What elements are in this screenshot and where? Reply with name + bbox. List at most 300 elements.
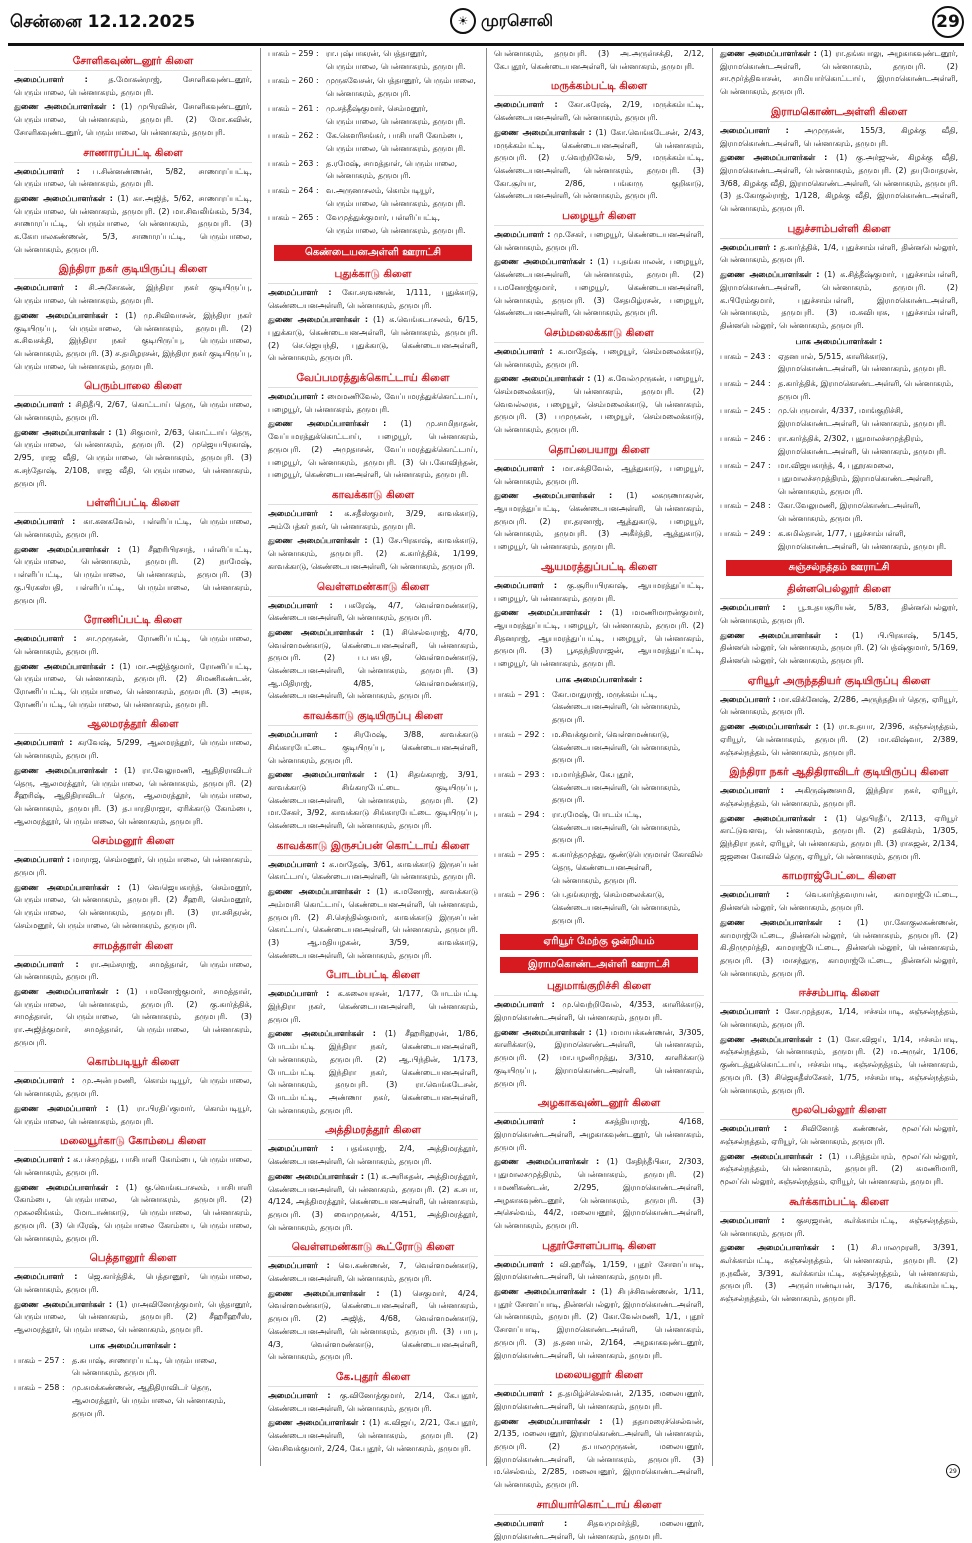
role-label: அமைப்பாளர் : — [720, 242, 777, 252]
booth-row — [720, 500, 958, 525]
branch-heading: வெள்ளமண்காடு கூட்ரோடு கிளை — [268, 1241, 478, 1257]
member-entry: அமைப்பாளர் : க.மாதேஷ், பழையூர், செம்மலைக்காடு, பென்னாகரம், தருமபுரி. — [494, 346, 704, 369]
role-label: துணை அமைப்பாளர்கள் : — [14, 310, 119, 320]
member-entry: துணை அமைப்பாளர்கள் : (1) ப.தங்கபாலன், பழையூர், கெண்டையனஅள்ளி, பென்னாகரம், தருமபுரி. (2) ப.மனோஜ்குமார், பழையூர், கெண்டையனஅள்ளி, பென்னாகரம், தருமபுரி. (3) சேதமிழ்ரசன், பழையூர், கெண்டையனஅள்ளி, பென்னாகரம், தருமபுரி. — [494, 257, 704, 318]
member-entry: அமைப்பாளர் : வெ.கண்ணன், 7, வெள்ளமண்காடு, கெண்டையனஅள்ளி, பென்னாகரம், தருமபுரி. — [268, 1261, 478, 1284]
column-1 — [8, 48, 258, 1466]
member-entry: துணை அமைப்பாளர்கள் : (1) சிதங்கராஜ், 3/91, காவக்காடு சிங்காரபேட்டை குடியிருப்பு, கெண்டையனஅள்ளி, பென்னாகரம், தருமபுரி. (2) மா.சேகர், 3/92, காவக்காடு சிங்காரபேட்டை குடியிருப்பு, கெண்டையனஅள்ளி, பென்னாகரம், தருமபுரி. — [268, 770, 478, 831]
member-entry: துணை அமைப்பாளர்கள் : (1) க.விஜய், 2/21, கே.புதூர், கெண்டையனஅள்ளி, பென்னாகரம், தருமபுரி. (2) வெசிவக்குமார், 2/24, கே.புதூர், பென்னாகரம், தருமபுரி. — [268, 1418, 478, 1453]
member-entry: துணை அமைப்பாளர்கள் : (1) ரா.கோகுலகண்ணன், காமராஜ்பேட்டை, தின்னபெல்லூர், பென்னாகரம், தருமபுரி. (2) கி.திருமூர்த்தி, காமராஜ்பேட்டை, தின்னபெல்லூர், பென்னாகரம், தருமபுரி. (3) மாசந்துரு, காமராஜ்பேட்டை, தின்னபெல்லூர், பென்னாகரம், தருமபுரி. — [720, 917, 958, 978]
role-label: அமைப்பாளர் : — [720, 1007, 779, 1017]
paper-name: முரசொலி — [481, 10, 553, 30]
role-label: துணை அமைப்பாளர்கள் : — [494, 1416, 603, 1426]
booth-number: பாகம் – 259 — [268, 49, 314, 58]
branch-heading: மருக்கம்பட்டி கிளை — [494, 80, 704, 96]
member-entry: துணை அமைப்பாளர்கள் : (1) செகுமார், 4/24, வெள்ளமண்காடு, கெண்டையனஅள்ளி, பென்னாகரம், தருமபுரி. (2) அஜித், 4/68, வெள்ளமண்காடு, கெண்டையனஅள்ளி, பென்னாகரம், தருமபுரி. (3) பாபு, 4/3, வெள்ளமண்காடு, கெண்டையனஅள்ளி, பென்னாகரம், தருமபுரி. — [268, 1288, 478, 1362]
member-entry: அமைப்பாளர் : த.தமிழ்ச்செல்வன், 2/135, மலையனூர், இராமகொண்டஅள்ளி, பென்னாகரம், தருமபுரி. — [494, 1389, 704, 1411]
booth-number: பாகம் – 291 — [494, 689, 540, 699]
member-entry: அமைப்பாளர் : கா.கனகவேல், பள்ளிப்பட்டி, பெரும்பாலை, பென்னாகரம், தருமபுரி. — [14, 517, 252, 539]
booth-number: பாகம் – 294 — [494, 810, 540, 820]
booth-number: பாகம் – 292 — [494, 729, 540, 739]
role-label: துணை அமைப்பாளர்கள் : — [494, 608, 603, 618]
member-entry: துணை அமைப்பாளர்கள் : (1) க.சித்தீஷ்குமார், புதுச்சாம்பள்ளி, இராமகொண்டஅள்ளி, பென்னாகரம், தருமபுரி. (2) க.பிரேம்குமார், புதுச்சாம்பள்ளி, இராமகொண்டஅள்ளி, பென்னாகரம், தருமபுரி. (3) ம.சுவிபரசு, புதுச்சாம்பள்ளி, தின்னபெல்லூர், பென்னாகரம், தருமபுரி. — [720, 270, 958, 330]
member-entry: துணை அமைப்பாளர்கள் : (1) க.வேல்முருகன், பழையூர், செம்மலைக்காடு, பென்னாகரம், தருமபுரி. (2) வெவல்லரசு, பழையூர், செம்மலைக்காடு, பென்னாகரம், தருமபுரி. (3) பமுருகன், பழையூர், செம்மலைக்காடு, பென்னாகரம், தருமபுரி. — [494, 374, 704, 435]
role-label: அமைப்பாளர் : — [14, 400, 72, 410]
separator: : — [768, 379, 771, 389]
separator: : — [316, 76, 319, 86]
branch-heading: வெள்ளமண்காடு கிளை — [268, 581, 478, 597]
booth-organiser: மா.விஜயகாந்த், 4, புதூரகமலை, புதுமாலச்சமுத்திரம், இராமகொண்டஅள்ளி, பென்னாகரம், தருமபுரி. — [778, 461, 934, 496]
member-entry: துணை அமைப்பாளர்கள் : (1) க.அரிசுதன், அத்திமரத்தூர், கெண்டையனஅள்ளி, பென்னாகரம், தருமபுரி. (2) க.சபா, 4/124, அத்திமரத்தூர், கெண்டையனஅள்ளி, பென்னாகரம், தருமபுரி. (3) வைமுருகன், 4/151, அத்திமரத்தூர், பென்னாகரம், தருமபுரி. — [268, 1171, 478, 1232]
booth-row — [494, 809, 704, 847]
separator: : — [768, 433, 771, 443]
role-label: அமைப்பாளர் : — [268, 1261, 330, 1271]
member-entry: துணை அமைப்பாளர் : (1) ரா.பிரதிப்குமார், கொம்படியூர், பெரும்பாலை, பென்னாகரம், தருமபுரி. — [14, 1103, 252, 1126]
role-label: அமைப்பாளர் : — [720, 603, 786, 613]
role-label: துணை அமைப்பாளர்கள் : — [14, 102, 116, 112]
member-entry: அமைப்பாளர் : பூ.உதயசூரியன், 5/83, தின்னபெல்லூர், பென்னாகரம், தருமபுரி. — [720, 603, 958, 625]
column-2 — [262, 48, 484, 1466]
branch-heading: புதுமாங்குறிச்சி கிளை — [494, 980, 704, 996]
role-label: அமைப்பாளர் : — [14, 75, 88, 84]
role-label: அமைப்பாளர் : — [720, 1215, 785, 1225]
member-entry: துணை அமைப்பாளர்கள் : (1) மா.அஜித்குமார், ரோணிப்பட்டி, பெரும்பாலை, பென்னாகரம், தருமபுரி. (2) சிமணிகண்டன், ரோணிப்பட்டி, பெரும்பாலை, பென்னாகரம், தருமபுரி. (3) அரசு, ரோணிப்பட்டி, பெரும்பாலை, பென்னாகரம், தருமபுரி. — [14, 661, 252, 709]
role-label: அமைப்பாளர் : — [268, 287, 332, 297]
branch-heading: சாமியார்கொட்டாய் கிளை — [494, 1499, 704, 1515]
booth-row — [720, 460, 958, 498]
role-label: துணை அமைப்பாளர்கள் : — [720, 153, 828, 163]
member-entry: துணை அமைப்பாளர்கள் : (1) கு.வெங்கடாசலம், பாசிபாளி கோம்பை, பெரும்பாலை, பென்னாகரம், தருமபுரி. (2) முகலலிங்கம், மோடாண்காடு, பெரும்பாலை, பென்னாகரம், தருமபுரி. (3) பெரேஷ், பெரும்பாலை கோம்பை, பெரும்பாலை, பென்னாகரம், தருமபுரி. — [14, 1182, 252, 1243]
booth-organiser: கே.கௌரிசங்கர், பாசிபாளி கோம்பை, பெரும்பாலை, பென்னாகரம், தருமபுரி. — [326, 131, 466, 153]
booth-organiser: முருகவேசன், பெத்தானூர், பெரும்பாலை, பென்னாகரம், தருமபுரி. — [326, 76, 476, 99]
role-label: அமைப்பாளர் : — [720, 786, 784, 796]
member-entry: துணை அமைப்பாளர்கள் : (1) க.மனோஜ், காவக்காடு அம்மாசி கொட்டாய், கெண்டையனஅள்ளி, பென்னாகரம், தருமபுரி. (2) சி.செந்தில்குமார், காவக்காடு இருசப்பன் கொட்டாய், கெண்டையனஅள்ளி, பென்னாகரம், தருமபுரி. (3) ஆ.மதியழகன், 3/59, காவக்காடு, கெண்டையனஅள்ளி, பென்னாகரம், தருமபுரி. — [268, 887, 478, 960]
branch-heading: மலையூர்காடு கோம்பை கிளை — [14, 1135, 252, 1151]
separator: : — [542, 810, 545, 820]
member-entry: துணை அமைப்பாளர்கள் : (1) சிகுமார், 2/63, கொட்டாய் தெரு, பெரும்பாலை, பென்னாகரம், தருமபுரி. (2) முஜெயபிரகாஷ், 2/95, ராஜ வீதி, பெரும்பாலை, பென்னாகரம், தருமபுரி. (3) க.சந்தோஷ், 2/108, ராஜ வீதி, பெரும்பாலை, பென்னாகரம், தருமபுரி. — [14, 427, 252, 488]
branch-heading: காவக்காடு இருசப்பன் கொட்டாய் கிளை — [268, 840, 478, 856]
member-entry: பென்னாகரம், தருமபுரி. (3) அ.அருள்சக்தி, 2/12, கே.புதூர், கெண்டையனஅள்ளி, பென்னாகரம், தருமபுரி. — [494, 49, 704, 71]
member-entry: அமைப்பாளர் : கோ.சரவணன், 1/111, புதுக்காடு, கெண்டையனஅள்ளி, பென்னாகரம், தருமபுரி. — [268, 287, 478, 310]
role-label: அமைப்பாளர் : — [14, 634, 77, 644]
member-entry: அமைப்பாளர் : வி.ஹரீஷ், 1/159, புதூர் சோளப்பாடி, இராமகொண்டஅள்ளி, பென்னாகரம், தருமபுரி. — [494, 1259, 704, 1282]
member-entry: துணை அமைப்பாளர்கள் : (1) ரா.உதயா, 2/396, சுஞ்சல்நத்தம், ஏரியூர், பென்னாகரம், தருமபுரி. (2) மா.விஷ்வா, 2/389, சுஞ்சல்நத்தம், பென்னாகரம், தருமபுரி. — [720, 722, 958, 757]
booth-row — [14, 1382, 252, 1420]
booth-number: பாகம் – 260 — [268, 76, 314, 86]
booth-row — [494, 769, 704, 807]
role-label: துணை அமைப்பாளர்கள் : — [720, 630, 838, 640]
booth-organiser: த.கார்த்திக், இராமகொண்டஅள்ளி, பென்னாகரம், தருமபுரி. — [778, 379, 954, 401]
role-label: அமைப்பாளர் : — [720, 1124, 788, 1134]
separator: : — [62, 1383, 65, 1393]
member-entry: அமைப்பாளர் : மா.சக்திவேல், ஆத்துகாடு, பழையூர், பென்னாகரம், தருமபுரி. — [494, 463, 704, 486]
member-entry: துணை அமைப்பாளர்கள் : (1) சீஹரிஹரன், 1/86, போடம்பட்டி இந்திரா நகர், கெண்டையனஅள்ளி, பென்னாகரம், தருமபுரி. (2) ஆ.பிந்தின், 1/173, போடம்பட்டி இந்திரா நகர், கெண்டையனஅள்ளி, பென்னாகரம், தருமபுரி. (3) ரா.வெங்கடேசன், போடம்பட்டி, அண்ணா நகர், கெண்டையனஅள்ளி, பென்னாகரம், தருமபுரி. — [268, 1029, 478, 1115]
member-entry: துணை அமைப்பாளர்கள் : (1) பி.பிரகாஷ், 5/145, தின்னபெல்லூர், பென்னாகரம், தருமபுரி. (2) பெத்ஷ்குமார், 5/169, தின்னபெல்லூர், பென்னாகரம், தருமபுரி. — [720, 630, 958, 666]
header-rule — [8, 43, 964, 46]
branch-heading: தொப்பையாறு கிளை — [494, 444, 704, 460]
role-label: துணை அமைப்பாளர்கள் : — [268, 536, 368, 546]
booth-organiser: மு.சுமக்கண்ணன், ஆதிதிராவிடர் தெரு, ஆலமரத்தூர், பெரும்பாலை, பென்னாகரம், தருமபுரி. — [72, 1383, 226, 1418]
member-entry: அமைப்பாளர் : மாராஜ, செம்மனூர், பெரும்பாலை, பென்னாகரம், தருமபுரி. — [14, 855, 252, 878]
booth-number: பாகம் – 258 — [14, 1383, 60, 1393]
member-entry: அமைப்பாளர் : மு.அன்புமணி, கொம்படியூர், பெரும்பாலை, பென்னாகரம், தருமபுரி. — [14, 1076, 252, 1099]
member-entry: அமைப்பாளர் : சிவினோத் கண்ணன், மூலப்பெல்லூர், சுஞ்சல்நத்தம், ஏரியூர், பென்னாகரம், தருமபுரி. — [720, 1124, 958, 1146]
branch-heading: பள்ளிப்பட்டி கிளை — [14, 497, 252, 513]
role-label: அமைப்பாளர் : — [268, 392, 325, 402]
role-label: துணை அமைப்பாளர்கள் : — [494, 491, 613, 501]
booth-organiser: ம.மார்த்தின், கே.புதூர், கெண்டையனஅள்ளி, பென்னாகரம், தருமபுரி. — [552, 769, 681, 805]
member-entry: அமைப்பாளர் : சி.அசோகன், இந்திரா நகர் குடியிருப்பு, பெரும்பாலை, பென்னாகரம், தருமபுரி. — [14, 283, 252, 306]
member-entry: அமைப்பாளர் : சிதிதீபி, 2/67, கொட்டாய் தெரு, பெரும்பாலை, பென்னாகரம், தருமபுரி. — [14, 400, 252, 423]
member-entry: துணை அமைப்பாளர்கள் : (1) மமாயக்கண்ணன், 3/305, காளிக்காடு, இராமகொண்டஅள்ளி, பென்னாகரம், தருமபுரி. (2) மா.பழனிமுத்து, 3/310, காளிக்காடு குடியிருப்பு, இராமகொண்டஅள்ளி, பென்னாகரம், தருமபுரி. — [494, 1027, 704, 1088]
role-label: துணை அமைப்பாளர்கள் : — [720, 270, 820, 280]
member-entry: துணை அமைப்பாளர்கள் : (1) சி.பாலமுரளி, 3/391, கூர்க்காம்பட்டி, சுஞ்சல்நத்தம், பென்னாகரம், தருமபுரி. (2) ந.நவீன், 3/391, கூர்க்காம்பட்டி, சுஞ்சல்நத்தம், பென்னாகரம், தருமபுரி. (3) அருள்பாண்டியன், 3/176, கூர்க்காம்பட்டி, சுஞ்சல்நத்தம், பென்னாகரம், தருமபுரி. — [720, 1243, 958, 1304]
section-banner: ஏரியூர் மேற்கு ஒன்றியம் — [500, 934, 698, 950]
separator: : — [316, 131, 319, 141]
member-entry: அமைப்பாளர் : க.பச்சமுத்து, பாசிபாளி கோம்பை, பெரும்பாலை, பென்னாகரம், தருமபுரி. — [14, 1155, 252, 1177]
member-entry: அமைப்பாளர் : சா.முருகன், ரோணிப்பட்டி, பெரும்பாலை, பென்னாகரம், தருமபுரி. — [14, 634, 252, 656]
role-label: துணை அமைப்பாளர்கள் : — [14, 1299, 113, 1309]
member-entry: துணை அமைப்பாளர்கள் : (1) மு.சாமிநாதன், வேப்பமரத்துக்கொட்டாய், பழையூர், பென்னாகரம், தருமபுரி. (2) அமுதாசன், வேப்பமரத்துக்கொட்டாய், பழையூர், பென்னாகரம், தருமபுரி. (3) பெ.கோவிந்தன், பழையூர், கெண்டையனஅள்ளி, பென்னாகரம், தருமபுரி. — [268, 419, 478, 480]
booth-organiser: ம.சிவக்குமார், வெள்ளமண்காடு, கெண்டையனஅள்ளி, பென்னாகரம், தருமபுரி. — [552, 729, 681, 765]
role-label: அமைப்பாளர் : — [14, 283, 78, 293]
booth-row — [268, 158, 478, 183]
role-label: துணை அமைப்பாளர்கள் : — [268, 419, 387, 429]
role-label: அமைப்பாளர் : — [14, 166, 80, 176]
branch-heading: புதுக்காடு கிளை — [268, 268, 478, 284]
member-entry: அமைப்பாளர் : மு.வெற்றிவேல், 4/353, காளிக்காடு, இராமகொண்டஅள்ளி, பென்னாகரம், தருமபுரி. — [494, 1000, 704, 1023]
member-entry: அமைப்பாளர் : அகிருஷ்ணசாமி, இந்திரா நகர், ஏரியூர், சுஞ்சல்நத்தம், பென்னாகரம், தருமபுரி. — [720, 786, 958, 808]
role-label: துணை அமைப்பாளர்கள் : — [494, 374, 591, 384]
booth-organiser: மு.பெருமாள், 4/337, மாங்குறிச்சி, இராமகொண்டஅள்ளி, பென்னாகரம், தருமபுரி. — [778, 406, 947, 429]
member-entry: துணை அமைப்பாளர்கள் : (1) லகருணாகரன், ஆயமரத்துப்பட்டி, கெண்டையனஅள்ளி, பென்னாகரம், தருமபுரி. (2) ரா.தரனாஜ், ஆத்துகாடு, பழையூர், பென்னாகரம், தருமபுரி. (3) அகீர்த்தி, ஆத்துகாடு, பழையூர், பென்னாகரம், தருமபுரி. — [494, 491, 704, 552]
separator: : — [316, 213, 319, 223]
booth-organiser: வ.அருனாசலம், கொம்படியூர், பெரும்பாலை, பென்னாகரம், தருமபுரி. — [326, 186, 466, 208]
branch-heading: செம்மலைக்காடு கிளை — [494, 327, 704, 343]
booth-number: பாகம் – 261 — [268, 103, 314, 113]
booth-row — [268, 48, 478, 73]
role-label: துணை அமைப்பாளர்கள் : — [14, 1182, 119, 1192]
branch-heading: அழகாகவுண்டனூர் கிளை — [494, 1097, 704, 1113]
role-label: துணை அமைப்பாளர் : — [14, 1103, 109, 1113]
member-entry: துணை அமைப்பாளர்கள் : (1) சேதிந்தீபிகா, 2/303, புதுமாலசமுத்திரம், பென்னாகரம், தருமபுரி. (2) பமணிகண்டன், 2/295, இராமகொண்டஅள்ளி, அழகாகவுண்டனூர், பென்னாகரம், தருமபுரி. (3) அசெல்வம், 44/2, மலையனூர், இராமகொண்டஅள்ளி, பென்னாகரம், தருமபுரி. — [494, 1157, 704, 1230]
branch-heading: காவக்காடு குடியிருப்பு கிளை — [268, 710, 478, 726]
booth-organiser: மு.சத்தீஷ்குமார், செம்மனூர், பெரும்பாலை, பென்னாகரம், தருமபுரி. — [326, 103, 466, 126]
booth-organiser: ரா.புஷ்பாகரன், பெத்தானூர், பெரும்பாலை, பென்னாகரம், தருமபுரி. — [326, 49, 466, 71]
role-label: துணை அமைப்பாளர்கள் : — [268, 770, 378, 780]
role-label: துணை அமைப்பாளர்கள் : — [268, 315, 368, 325]
member-entry: துணை அமைப்பாளர்கள் : (1) சிசெல்வராஜ், 4/70, வெள்ளமண்காடு, கெண்டையனஅள்ளி, பென்னாகரம், தருமபுரி. (2) ப.பசுபதி, வெள்ளமண்காடு, கெண்டையனஅள்ளி, பென்னாகரம், தருமபுரி. (3) ஆ.மிதிராஜ், 4/85, வெள்ளமண்காடு, கெண்டையனஅள்ளி, பென்னாகரம், தருமபுரி. — [268, 627, 478, 701]
column-divider — [712, 48, 713, 1466]
section-banner: இராமகொண்டஅள்ளி ஊராட்சி — [500, 957, 698, 973]
separator: : — [768, 351, 771, 361]
role-label: அமைப்பாளர் : — [494, 100, 558, 110]
member-entry: துணை அமைப்பாளர்கள் : (1) கு.அர்ஜுன், கிழக்கு வீதி, இராமகொண்டஅள்ளி, பென்னாகரம், தருமபுரி. (2) தயுமோதரன், 3/68, கிழக்கு வீதி, இராமகொண்டஅள்ளி, பென்னாகரம், தருமபுரி. (3) த.கோகுல்ராஜ், 1/128, கிழக்கு வீதி, இராமகொண்டஅள்ளி, பென்னாகரம், தருமபுரி. — [720, 153, 958, 214]
subsection-heading: பாக அமைப்பாளர்கள் : — [795, 336, 883, 346]
booth-row — [14, 1355, 252, 1380]
branch-heading: அத்திமரத்தூர் கிளை — [268, 1124, 478, 1140]
branch-heading: தின்னபெல்லூர் கிளை — [720, 583, 958, 599]
member-entry: துணை அமைப்பாளர்கள் : (1) ததாமரைச்செல்வன், 2/135, மலையனூர், இராமகொண்டஅள்ளி, பென்னாகரம், தருமபுரி. (2) த.பாலமுருகன், மலையனூர், இராமகொண்டஅள்ளி, பென்னாகரம், தருமபுரி. (3) ம.செல்வம், 2/285, மலையனூர், இராமகொண்டஅள்ளி, பென்னாகரம், தருமபுரி. — [494, 1416, 704, 1490]
branch-heading: மலையனூர் கிளை — [494, 1369, 704, 1385]
role-label: அமைப்பாளர் : — [14, 1272, 78, 1282]
booth-number: பாகம் – 245 — [720, 406, 766, 416]
role-label: அமைப்பாளர் : — [268, 600, 333, 610]
role-label: துணை அமைப்பாளர்கள் : — [268, 1171, 365, 1181]
member-entry: அமைப்பாளர் : க.மாதேஷ், 3/61, காவக்காடு இருசப்பன் கொட்டாய், கெண்டையனஅள்ளி, பென்னாகரம், தருமபுரி. — [268, 859, 478, 882]
member-entry: அமைப்பாளர் : கோ.சுரேஷ், 2/19, மருக்கம்பட்டி, கெண்டையனஅள்ளி, பென்னாகரம், தருமபுரி. — [494, 100, 704, 123]
role-label: அமைப்பாளர் : — [14, 738, 73, 748]
separator: : — [542, 850, 545, 860]
branch-heading: சோளிகவுண்டனூர் கிளை — [14, 55, 252, 71]
role-label: அமைப்பாளர் : — [720, 890, 790, 900]
branch-heading: புதூர்சோளப்பாடி கிளை — [494, 1240, 704, 1256]
booth-row — [268, 75, 478, 100]
booth-row — [268, 103, 478, 128]
member-entry: துணை அமைப்பாளர்கள் : (1) ராஅவினோத்குமார், பெத்தானூர், பெரும்பாலை, பென்னாகரம், தருமபுரி. (2) சீஹரீஹரீஸ், ஆலமரத்தூர், பெரும்பாலை, பென்னாகரம், தருமபுரி. — [14, 1299, 252, 1335]
member-entry: துணை அமைப்பாளர்கள் : (1) கா.அஜித், 5/62, சாணாரப்பட்டி, பெரும்பாலை, பென்னாகரம், தருமபுரி. (2) மா.சிவலிங்கம், 5/34, சாணாரப்பட்டி, பெரும்பாலை, பென்னாகரம், தருமபுரி. (3) க.கோபாலகண்ணன், 5/3, சாணாரப்பட்டி, பெரும்பாலை, பென்னாகரம், தருமபுரி. — [14, 193, 252, 254]
role-label: அமைப்பாளர் : — [14, 855, 71, 865]
branch-heading: இந்திரா நகர் குடியிருப்பு கிளை — [14, 263, 252, 279]
branch-heading: கூர்க்காம்பட்டி கிளை — [720, 1196, 958, 1212]
member-entry: அமைப்பாளர் : பகரேஷ், 4/7, வெள்ளமண்காடு, கெண்டையனஅள்ளி, பென்னாகரம், தருமபுரி. — [268, 600, 478, 623]
branch-heading: பெரும்பாலை கிளை — [14, 380, 252, 396]
role-label: துணை அமைப்பாளர்கள் : — [268, 1418, 366, 1428]
booth-organiser: கோ.வேலுமணி, இராமகொண்டஅள்ளி, பென்னாகரம், தருமபுரி. — [778, 501, 921, 524]
booth-row — [494, 889, 704, 927]
role-label: துணை அமைப்பாளர்கள் : — [720, 722, 819, 732]
booth-number: பாகம் – 296 — [494, 890, 540, 900]
role-label: அமைப்பாளர் : — [268, 508, 333, 518]
member-entry: துணை அமைப்பாளர்கள் : (1) வெஜெயகாந்த், செம்மனூர், பெரும்பாலை, பென்னாகரம், தருமபுரி. (2) சீஹரி, செம்மனூர், பெரும்பாலை, பென்னாகரம், தருமபுரி. (3) ரா.சசிதரன், செம்மனூர், பெரும்பாலை, பென்னாகரம், தருமபுரி. — [14, 882, 252, 930]
member-entry: அமைப்பாளர் : சுசத்தியராஜ், 4/168, இராமகொண்டஅள்ளி, அழகாகவுண்டனூர், பென்னாகரம், தருமபுரி. — [494, 1117, 704, 1152]
branch-heading: கொம்படியூர் கிளை — [14, 1056, 252, 1072]
member-entry: துணை அமைப்பாளர்கள் : (1) ரா.தங்கபாலு, அழகாகவுண்டனூர், இராமகொண்டஅள்ளி, பென்னாகரம், தருமபுரி. (2) சா.மூர்த்திவாசன், சாமியார்கொட்டாய், இராமகொண்டஅள்ளி, பென்னாகரம், தருமபுரி. — [720, 49, 958, 97]
role-label: துணை அமைப்பாளர்கள் : — [14, 427, 112, 437]
member-entry: அமைப்பாளர் : க.கலையரசன், 1/177, போடம்பட்டி இந்திரா நகர், கெண்டையனஅள்ளி, பென்னாகரம், தருமபுரி. — [268, 989, 478, 1024]
role-label: அமைப்பாளர் : — [14, 517, 76, 527]
role-label: அமைப்பாளர் : — [494, 463, 555, 473]
booth-organiser: க.கார்த்தமுத்து, குண்டுபெருமாள் கோவில் தெரு, கெண்டையனஅள்ளி, பென்னாகரம், தருமபுரி. — [552, 850, 703, 885]
role-label: துணை அமைப்பாளர்கள் : — [268, 1029, 376, 1039]
edition-date: சென்னை 12.12.2025 — [10, 12, 196, 32]
role-label: துணை அமைப்பாளர்கள் : — [720, 49, 817, 58]
branch-heading: ஏரியூர் அருந்ததியர் குடியிருப்பு கிளை — [720, 675, 958, 691]
branch-heading: போடம்பட்டி கிளை — [268, 969, 478, 985]
role-label: அமைப்பாளர் : — [268, 730, 338, 740]
member-entry: துணை அமைப்பாளர்கள் : (1) ப.சித்தம்பரம், மூலப்பெல்லூர், சுஞ்சல்நத்தம், பென்னாகரம், தருமபுரி. (2) கமணிமாரி, மூலப்பெல்லூர், சுஞ்சல்நத்தம், ஏரியூர், பென்னாகரம், தருமபுரி. — [720, 1151, 958, 1187]
page-number: 29 — [932, 6, 964, 38]
booth-number: பாகம் – 247 — [720, 461, 766, 471]
separator: : — [316, 186, 319, 196]
booth-row — [720, 351, 958, 376]
member-entry: துணை அமைப்பாளர்கள் : (1) சிபுச்சிவண்ணன், 1/11, புதூர் சோளப்பாடி, தின்னபெல்லூர், இராமகொண்டஅள்ளி, பென்னாகரம், தருமபுரி. (2) கோ.வேல்மணி, 1/1, புதூர் சோளப்பாடி, இராமகொண்டஅள்ளி, பென்னாகரம், தருமபுரி. (3) த.தனபால், 2/164, அழகாகவுண்டனூர், இராமகொண்டஅள்ளி, பென்னாகரம், தருமபுரி. — [494, 1287, 704, 1360]
member-entry: அமைப்பாளர் : கு.சூரியபிரகாஷ், ஆயமரத்துப்பட்டி, பழையூர், பென்னாகரம், தருமபுரி. — [494, 580, 704, 603]
branch-heading: காவக்காடு கிளை — [268, 489, 478, 505]
page-number-footer-icon: 29 — [946, 1464, 960, 1478]
member-entry: துணை அமைப்பாளர்கள் : (1) முபிரவின், சோளிகவுண்டனூர், பெரும்பாலை, பென்னாகரம், தருமபுரி. (2) மோ.கவின், சோளிகவுண்டனூர், பெரும்பாலை, பென்னாகரம், தருமபுரி. — [14, 102, 252, 137]
booth-number: பாகம் – 257 — [14, 1355, 60, 1365]
member-entry: துணை அமைப்பாளர்கள் : (1) தெபிரதீப், 2/113, ஏரியூர் காட்டுவளவு, பென்னாகரம், தருமபுரி. (2) தவிக்ரம், 1/305, இந்திரா நகர், ஏரியூர், பென்னாகரம், தருமபுரி. (3) ராசுஜன், 2/134, ஜஜனை கோவில் தெரு, ஏரியூர், பென்னாகரம், தருமபுரி. — [720, 813, 958, 861]
member-entry: துணை அமைப்பாளர்கள் : (1) பமனோஜ்குமார், சாமத்தாள், பெரும்பாலை, பென்னாகரம், தருமபுரி. (2) கு.கார்த்திக், சாமத்தாள், பெரும்பாலை, பென்னாகரம், தருமபுரி. (3) ரா.அஜித்குமார், சாமத்தாள், பெரும்பாலை, பென்னாகரம், தருமபுரி. — [14, 986, 252, 1047]
booth-number: பாகம் – 243 — [720, 351, 766, 361]
separator: : — [768, 461, 771, 471]
role-label: துணை அமைப்பாளர்கள் : — [14, 193, 113, 203]
role-label: அமைப்பாளர் : — [14, 1076, 75, 1086]
booth-organiser: ரா.கார்த்திக், 2/302, புதுமாலச்சமுத்திரம், இராமகொண்டஅள்ளி, பென்னாகரம், தருமபுரி. — [778, 433, 947, 456]
member-entry: அமைப்பாளர் : மா.விக்னேஷ், 2/286, அருந்ததியர் தெரு, ஏரியூர், பென்னாகரம், தருமபுரி. — [720, 694, 958, 717]
booth-organiser: வேமுத்துக்குமார், பள்ளிப்பட்டி, பெரும்பாலை, பென்னாகரம், தருமபுரி. — [326, 213, 466, 236]
member-entry: அமைப்பாளர் : ஜெ.கார்த்திக், பெத்தானூர், பெரும்பாலை, பென்னாகரம், தருமபுரி. — [14, 1272, 252, 1294]
member-entry: துணை அமைப்பாளர்கள் : (1) சே.பிரகாஷ், காவக்காடு, பென்னாகரம், தருமபுரி. (2) க.கார்த்திக், 1/199, காவக்காடு, கெண்டையனஅள்ளி, பென்னாகரம், தருமபுரி. — [268, 536, 478, 571]
member-entry: அமைப்பாளர் : கு.வினோத்குமார், 2/14, கே.புதூர், கெண்டையனஅள்ளி, பென்னாகரம், தருமபுரி. — [268, 1390, 478, 1413]
member-entry: துணை அமைப்பாளர்கள் : (1) மு.சிவிவாசன், இந்திரா நகர் குடியிருப்பு, பெரும்பாலை, பென்னாகரம், தருமபுரி. (2) க.சிவசக்தி, இந்திரா நகர் குடியிருப்பு, பெரும்பாலை, பென்னாகரம், தருமபுரி. (3) ச.தமிழரசன், இந்திரா நகர் குடியிருப்பு, பெரும்பாலை, பென்னாகரம், தருமபுரி. — [14, 310, 252, 371]
booth-organiser: க.சுமில்தான், 1/77, புதுச்சாம்பள்ளி, இராமகொண்டஅள்ளி, பென்னாகரம், தருமபுரி. — [778, 528, 947, 551]
role-label: அமைப்பாளர் : — [14, 1155, 71, 1165]
booth-row — [268, 185, 478, 210]
booth-number: பாகம் – 244 — [720, 379, 766, 389]
booth-row — [494, 849, 704, 887]
member-entry: துணை அமைப்பாளர்கள் : (1) சீஹரிபிரசாத், பள்ளிப்பட்டி, பெரும்பாலை, பென்னாகரம், தருமபுரி. (2) நாமேஷ், பள்ளிப்பட்டி, பெரும்பாலை, பென்னாகரம், தருமபுரி. (3) கு.பிரகஸ்பதி, பள்ளிப்பட்டி, பெரும்பாலை, பென்னாகரம், தருமபுரி. — [14, 544, 252, 605]
member-entry: அமைப்பாளர் : க.சதீஸ்குமார், 3/29, காவக்காடு, அம்பேத்கர் நகர், பென்னாகரம், தருமபுரி. — [268, 508, 478, 531]
booth-row — [720, 528, 958, 553]
booth-number: பாகம் – 264 — [268, 186, 314, 196]
booth-organiser: கோ.மாதுராஜ், மருக்கம்பட்டி, கெண்டையனஅள்ளி, பென்னாகரம், தருமபுரி. — [552, 689, 681, 725]
member-entry: துணை அமைப்பாளர்கள் : (1) க.வெங்கடாசலம், 6/15, புதுக்காடு, கெண்டையனஅள்ளி, பென்னாகரம், தருமபுரி. (2) செ.ஜெயந்தி, புதுக்காடு, கெண்டையனஅள்ளி, பென்னாகரம், தருமபுரி. — [268, 315, 478, 363]
column-divider — [486, 48, 487, 1466]
role-label: துணை அமைப்பாளர்கள் : — [494, 257, 593, 267]
role-label: அமைப்பாளர் : — [268, 859, 326, 869]
member-entry: அமைப்பாளர் : த.கார்த்திக், 1/4, புதுச்சாம்பள்ளி, தின்னபெல்லூர், பென்னாகரம், தருமபுரி. — [720, 242, 958, 265]
branch-heading: சாமத்தாள் கிளை — [14, 940, 252, 956]
role-label: துணை அமைப்பாளர்கள் : — [720, 813, 828, 823]
separator: : — [768, 528, 771, 538]
branch-heading: செம்மனூர் கிளை — [14, 835, 252, 851]
booth-number: பாகம் – 249 — [720, 528, 766, 538]
role-label: துணை அமைப்பாளர்கள் : — [720, 1243, 835, 1253]
role-label: அமைப்பாளர் : — [494, 1117, 576, 1127]
role-label: துணை அமைப்பாளர்கள் : — [14, 544, 121, 554]
branch-heading: பெத்தானூர் கிளை — [14, 1252, 252, 1268]
branch-heading: காமராஜ்பேட்டை கிளை — [720, 870, 958, 886]
separator: : — [542, 729, 545, 739]
branch-heading: இந்திரா நகர் ஆதிதிராவிடர் குடியிருப்பு கிளை — [720, 766, 958, 782]
separator: : — [542, 769, 545, 779]
column-divider — [260, 48, 261, 1466]
role-label: அமைப்பாளர் : — [268, 1144, 334, 1154]
booth-number: பாகம் – 293 — [494, 769, 540, 779]
member-entry: அமைப்பாளர் : ரா.அம்சராஜ், சாமத்தாள், பெரும்பாலை, பென்னாகரம், தருமபுரி. — [14, 959, 252, 982]
role-label: துணை அமைப்பாளர்கள் : — [720, 1151, 823, 1161]
member-entry: அமைப்பாளர் : வெ.கார்த்தவராயன், காமராஜ்பேட்டை, தின்னபெல்லூர், பென்னாகரம், தருமபுரி. — [720, 890, 958, 913]
separator: : — [542, 689, 545, 699]
branch-heading: பழையூர் கிளை — [494, 210, 704, 226]
subsection-heading: பாக அமைப்பாளர்கள் : — [555, 674, 643, 684]
member-entry: அமைப்பாளர் : குசரஜான், கூர்க்காம்பட்டி, சுஞ்சல்நத்தம், பென்னாகரம், தருமபுரி. — [720, 1215, 958, 1238]
member-entry: அமைப்பாளர் : பதங்கராஜ், 2/4, அத்திமரத்தூர், கெண்டையனஅள்ளி, பென்னாகரம், தருமபுரி. — [268, 1144, 478, 1167]
separator: : — [542, 890, 545, 900]
role-label: துணை அமைப்பாளர்கள் : — [14, 661, 115, 671]
branch-heading: மூலபெல்லூர் கிளை — [720, 1104, 958, 1120]
member-entry: அமைப்பாளர் : கரவேஷ், 5/299, ஆலமரத்தூர், பெரும்பாலை, பென்னாகரம், தருமபுரி. — [14, 738, 252, 761]
branch-heading: புதுச்சாம்பள்ளி கிளை — [720, 223, 958, 239]
separator: : — [768, 406, 771, 416]
role-label: அமைப்பாளர் : — [494, 1000, 555, 1010]
booth-organiser: ரா.ரமேஷ், போடம்பட்டி, கெண்டையனஅள்ளி, பென்னாகரம், தருமபுரி. — [552, 810, 681, 845]
role-label: அமைப்பாளர் : — [720, 694, 776, 704]
branch-heading: ஆலமரத்தூர் கிளை — [14, 718, 252, 734]
sun-rising-icon: ☀ — [450, 8, 476, 34]
role-label: துணை அமைப்பாளர்கள் : — [494, 1157, 600, 1167]
member-entry: அமைப்பாளர் : கோ.முத்தரசு, 1/14, ஈச்சம்பாடி, சுஞ்சல்நத்தம், பென்னாகரம், தருமபுரி. — [720, 1007, 958, 1030]
booth-number: பாகம் – 295 — [494, 850, 540, 860]
member-entry: அமைப்பாளர் : சிதவமுமர்த்தி, மலையனூர், இராமகொண்டஅள்ளி, பென்னாகரம், தருமபுரி. — [494, 1518, 704, 1541]
booth-row — [720, 405, 958, 430]
branch-heading: ரோணிப்பட்டி கிளை — [14, 614, 252, 630]
subsection-heading: பாக அமைப்பாளர்கள் : — [89, 1340, 177, 1350]
branch-heading: ஈச்சம்பாடி கிளை — [720, 987, 958, 1003]
role-label: துணை அமைப்பாளர்கள் : — [268, 1288, 380, 1298]
member-entry: அமைப்பாளர் : அமுருகன், 155/3, கிழக்கு வீதி, இராமகொண்டஅள்ளி, பென்னாகரம், தருமபுரி. — [720, 125, 958, 148]
member-entry: துணை அமைப்பாளர்கள் : (1) ரா.வேலுமணி, ஆதிதிராவிடர் தெரு, ஆலமரத்தூர், பெரும்பாலை, பென்னாகரம், தருமபுரி. (2) சீஹரிஷ், ஆதிதிராவிடர் தெரு, ஆலமரத்தூர், பெரும்பாலை, பென்னாகரம், தருமபுரி. (3) த.பாரதிராஜா, ஏரிக்காடு கோம்பை, ஆலமரத்தூர், பெரும்பாலை, பென்னாகரம், தருமபுரி. — [14, 765, 252, 826]
role-label: துணை அமைப்பாளர்கள் : — [14, 765, 118, 775]
section-banner: கெண்டையனஅள்ளி ஊராட்சி — [274, 245, 472, 261]
member-entry: அமைப்பாளர் : மைமணிவேல், வேப்பமரத்துக்கொட்டாய், பழையூர், பென்னாகரம், தருமபுரி. — [268, 392, 478, 414]
booth-row — [268, 212, 478, 237]
section-banner: சுஞ்சல்நத்தம் ஊராட்சி — [726, 560, 952, 576]
member-entry: அமைப்பாளர் : ப.சின்னண்ணன், 5/82, சாணாரப்பட்டி, பெரும்பாலை, பென்னாகரம், தருமபுரி. — [14, 166, 252, 189]
booth-row — [268, 130, 478, 155]
member-entry: துணை அமைப்பாளர்கள் : (1) மமணிமாறன்குமார், ஆயமரத்துப்பட்டி, பழையூர், பென்னாகரம், தருமபுரி. (2) சிதனராஜ், ஆயமரத்துப்பட்டி, பழையூர், பென்னாகரம், தருமபுரி. (3) பூசுதந்திரராஜன், ஆயமரத்துப்பட்டி, பழையூர், பென்னாகரம், தருமபுரி. — [494, 608, 704, 669]
booth-number: பாகம் – 262 — [268, 131, 314, 141]
booth-number: பாகம் – 246 — [720, 433, 766, 443]
role-label: அமைப்பாளர் : — [494, 1259, 554, 1269]
role-label: துணை அமைப்பாளர்கள் : — [268, 887, 371, 897]
member-entry: துணை அமைப்பாளர்கள் : (1) கோ.விஜய், 1/14, ஈச்சம்பாடி, சுஞ்சல்நத்தம், பென்னாகரம், தருமபுரி. (2) ம.அருள், 1/106, குண்டத்துக்கொட்டாய், ஈச்சம்பாடி, சுஞ்சல்நத்தம், பென்னாகரம், தருமபுரி. (3) சிஜெகதீஸ்சேகர், 1/75, ஈச்சம்பாடி, சுஞ்சல்நத்தம், பென்னாகரம், தருமபுரி. — [720, 1034, 958, 1095]
branch-heading: கே.புதூர் கிளை — [268, 1371, 478, 1387]
role-label: துணை அமைப்பாளர்கள் : — [494, 127, 592, 137]
separator: : — [316, 103, 319, 113]
member-entry: அமைப்பாளர் : சிரமேஷ், 3/88, காவக்காடு சிங்காரபேட்டை குடியிருப்பு, கெண்டையனஅள்ளி, பென்னாகரம், தருமபுரி. — [268, 730, 478, 765]
role-label: அமைப்பாளர் : — [720, 125, 789, 135]
role-label: அமைப்பாளர் : — [494, 1518, 568, 1528]
branch-heading: இராமகொண்டஅள்ளி கிளை — [720, 106, 958, 122]
booth-row — [494, 689, 704, 727]
member-entry: அமைப்பாளர் : த.மோகன்ராஜ், சோளிகவுண்டனூர், பெரும்பாலை, பென்னாகரம், தருமபுரி. — [14, 75, 252, 97]
separator: : — [316, 158, 319, 168]
role-label: அமைப்பாளர் : — [494, 346, 553, 356]
booth-row — [720, 378, 958, 403]
role-label: துணை அமைப்பாளர்கள் : — [14, 882, 121, 892]
role-label: துணை அமைப்பாளர்கள் : — [720, 917, 842, 927]
role-label: துணை அமைப்பாளர்கள் : — [494, 1287, 596, 1297]
booth-organiser: த.ரமேஷ், சாமத்தாள், பெரும்பாலை, பென்னாகரம், தருமபுரி. — [326, 158, 458, 181]
separator: : — [62, 1355, 65, 1365]
column-3 — [488, 48, 710, 1541]
role-label: அமைப்பாளர் : — [494, 580, 557, 590]
paper-logo — [450, 8, 553, 34]
role-label: அமைப்பாளர் : — [14, 959, 79, 969]
booth-row — [720, 433, 958, 458]
masthead — [8, 6, 964, 42]
role-label: துணை அமைப்பாளர்கள் : — [268, 627, 375, 637]
role-label: அமைப்பாளர் : — [494, 230, 551, 240]
booth-organiser: பெ.தங்கராஜ், செம்மலைக்காடு, கெண்டையனஅள்ளி, பென்னாகரம், தருமபுரி. — [552, 890, 681, 925]
member-entry: அமைப்பாளர் : மு.சேகர், பழையூர், கெண்டையனஅள்ளி, பென்னாகரம், தருமபுரி. — [494, 230, 704, 252]
booth-number: பாகம் – 265 — [268, 213, 314, 223]
role-label: அமைப்பாளர் : — [268, 989, 330, 999]
booth-number: பாகம் – 263 — [268, 158, 314, 168]
